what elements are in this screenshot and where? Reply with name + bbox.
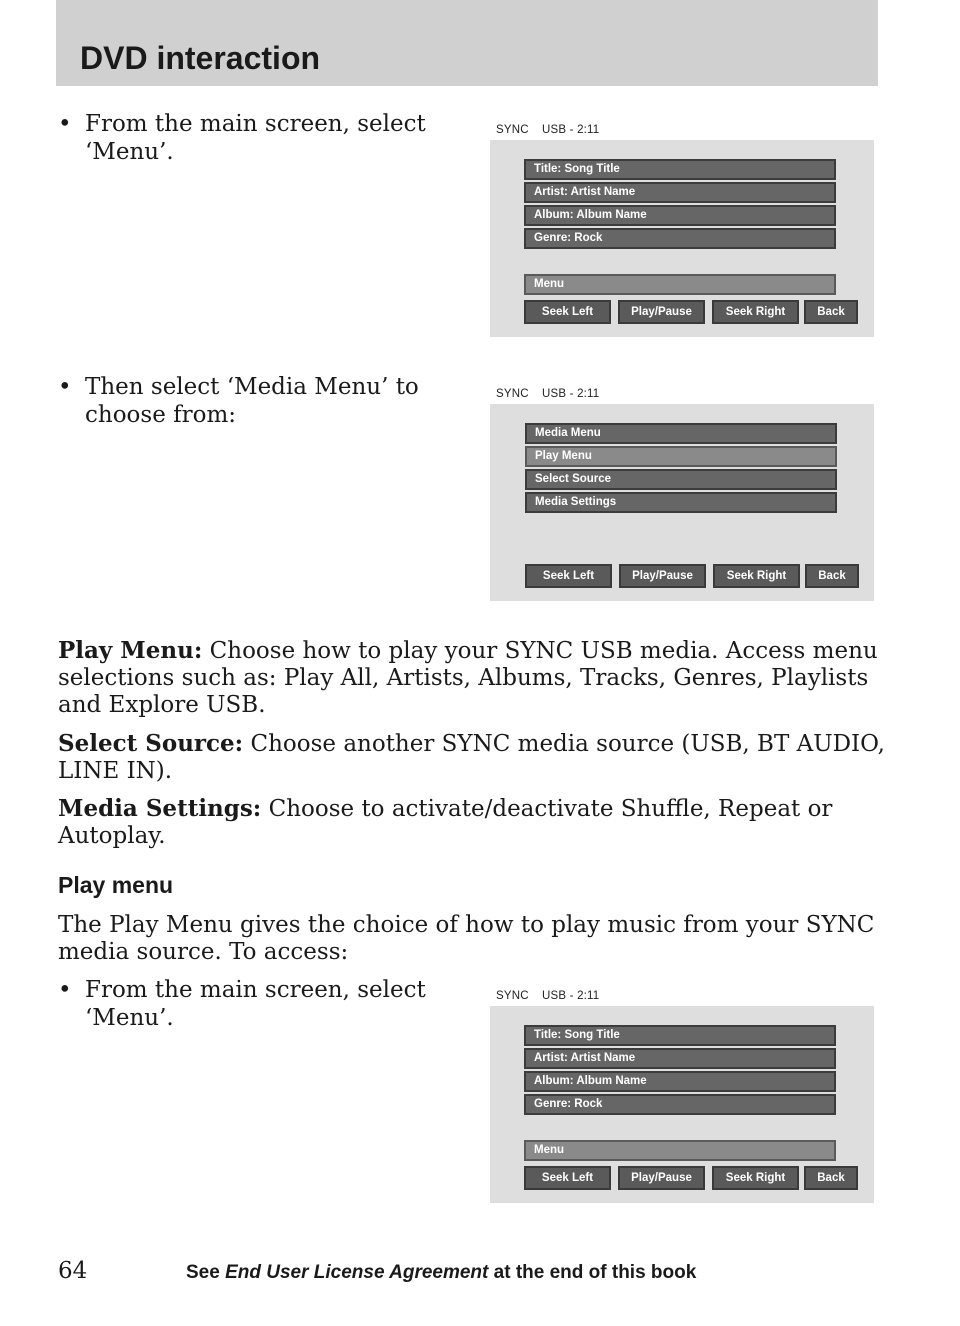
genre-row[interactable]: Genre: Rock — [524, 1094, 836, 1115]
select-source-row[interactable]: Select Source — [525, 469, 837, 490]
step-text: Then select ‘Media Menu’ to choose from: — [85, 374, 419, 428]
artist-row[interactable]: Artist: Artist Name — [524, 1048, 836, 1069]
status-line — [496, 990, 599, 1002]
seek-right-button[interactable]: Seek Right — [712, 300, 799, 324]
definition-select-source — [58, 730, 888, 785]
step-text: From the main screen, select ‘Menu’. — [85, 111, 426, 165]
footer-suffix: at the end of this book — [493, 1262, 697, 1283]
definition-term: Play Menu: — [58, 637, 203, 664]
step-3 — [58, 976, 438, 1032]
footer-note — [186, 1262, 696, 1284]
step-1 — [58, 110, 438, 166]
album-row[interactable]: Album: Album Name — [524, 205, 836, 226]
menu-row[interactable]: Menu — [524, 274, 836, 295]
back-button[interactable]: Back — [805, 564, 859, 588]
genre-row[interactable]: Genre: Rock — [524, 228, 836, 249]
seek-right-button[interactable]: Seek Right — [712, 1166, 799, 1190]
definition-text: Choose another SYNC media source (USB, BT AUDIO, LINE IN). — [58, 731, 885, 784]
play-menu-row[interactable]: Play Menu — [525, 446, 837, 467]
bullet-marker: • — [58, 977, 72, 1003]
play-pause-button[interactable]: Play/Pause — [618, 300, 705, 324]
page-title: DVD interaction — [80, 40, 321, 76]
step-2 — [58, 373, 438, 429]
section-intro: The Play Menu gives the choice of how to play music from your SYNC media source. To access: — [58, 912, 875, 965]
status-brand: SYNC — [496, 124, 529, 136]
bullet-marker: • — [58, 111, 72, 137]
play-pause-button[interactable]: Play/Pause — [619, 564, 706, 588]
title-row[interactable]: Title: Song Title — [524, 159, 836, 180]
status-line — [496, 124, 599, 136]
definition-text: Choose to activate/deactivate Shuffle, Repeat or Autoplay. — [58, 796, 833, 849]
back-button[interactable]: Back — [804, 1166, 858, 1190]
bullet-marker: • — [58, 374, 72, 400]
definition-text: Choose how to play your SYNC USB media. Access menu selections such as: Play All, Artists, Albums, Tracks, Genres, Playlists and Explore USB. — [58, 638, 878, 718]
definition-play-menu — [58, 637, 888, 719]
definition-media-settings — [58, 795, 888, 850]
seek-left-button[interactable]: Seek Left — [525, 564, 612, 588]
definition-term: Select Source: — [58, 730, 244, 757]
status-brand: SYNC — [496, 388, 529, 400]
back-button[interactable]: Back — [804, 300, 858, 324]
title-row[interactable]: Title: Song Title — [524, 1025, 836, 1046]
definition-term: Media Settings: — [58, 795, 262, 822]
sync-main-screen-2 — [490, 984, 874, 1206]
screen-panel — [490, 140, 874, 337]
media-menu-row[interactable]: Media Menu — [525, 423, 837, 444]
menu-row[interactable]: Menu — [524, 1140, 836, 1161]
screen-panel — [490, 404, 874, 601]
seek-left-button[interactable]: Seek Left — [524, 1166, 611, 1190]
step-text: From the main screen, select ‘Menu’. — [85, 977, 426, 1031]
status-line — [496, 388, 599, 400]
footer-prefix: See — [186, 1262, 220, 1283]
media-settings-row[interactable]: Media Settings — [525, 492, 837, 513]
seek-left-button[interactable]: Seek Left — [524, 300, 611, 324]
section-heading: Play menu — [58, 872, 174, 898]
album-row[interactable]: Album: Album Name — [524, 1071, 836, 1092]
artist-row[interactable]: Artist: Artist Name — [524, 182, 836, 203]
footer-title: End User License Agreement — [225, 1262, 489, 1283]
status-brand: SYNC — [496, 990, 529, 1002]
status-source: USB - 2:11 — [542, 124, 600, 136]
play-pause-button[interactable]: Play/Pause — [618, 1166, 705, 1190]
sync-media-menu-screen — [490, 383, 874, 603]
status-source: USB - 2:11 — [542, 388, 600, 400]
sync-main-screen-1 — [490, 118, 874, 340]
page-number: 64 — [58, 1258, 88, 1284]
seek-right-button[interactable]: Seek Right — [713, 564, 800, 588]
screen-panel — [490, 1006, 874, 1203]
status-source: USB - 2:11 — [542, 990, 600, 1002]
